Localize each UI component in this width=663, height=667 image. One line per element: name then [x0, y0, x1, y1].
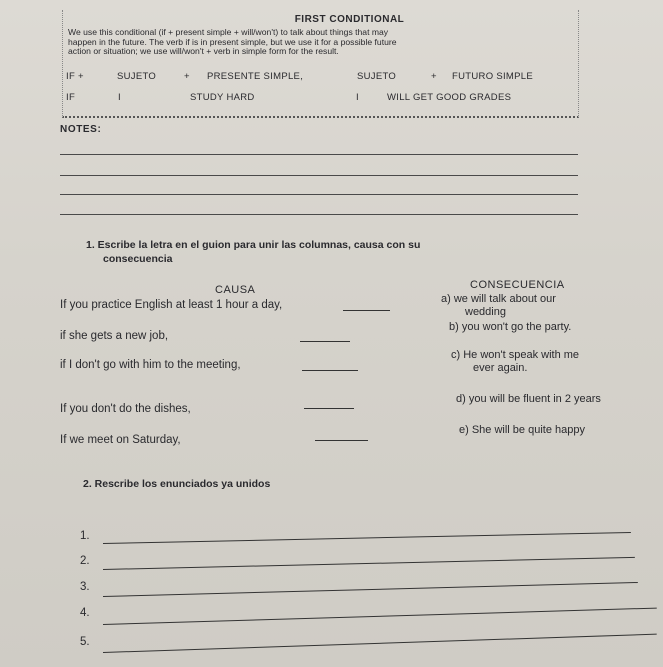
- answer-blank[interactable]: [304, 408, 354, 409]
- consequence-item: d) you will be fluent in 2 years: [456, 393, 601, 405]
- consequence-item: e) She will be quite happy: [459, 424, 585, 436]
- cause-item: If we meet on Saturday,: [60, 434, 181, 446]
- example-study: STUDY HARD: [190, 92, 255, 103]
- answer-number: 2.: [80, 555, 90, 567]
- answer-line[interactable]: [103, 532, 631, 544]
- example-separator: I: [118, 92, 121, 103]
- answer-number: 4.: [80, 607, 90, 619]
- formula-plus-2: +: [431, 71, 437, 82]
- answer-line[interactable]: [103, 582, 638, 597]
- consequence-line: c) He won't speak with me: [451, 349, 580, 361]
- cause-item: if I don't go with him to the meeting,: [60, 359, 241, 371]
- formula-futuro: FUTURO SIMPLE: [452, 71, 533, 82]
- page-title: FIRST CONDITIONAL: [294, 14, 405, 25]
- exercise-1-instruction: 1. Escribe la letra en el guion para unir las columnas, causa con su: [86, 239, 421, 251]
- formula-sujeto: SUJETO: [117, 71, 157, 82]
- example-if: IF: [66, 92, 76, 103]
- answer-blank[interactable]: [300, 341, 350, 342]
- cause-item: if she gets a new job,: [60, 330, 169, 342]
- consecuencia-header: CONSECUENCIA: [470, 279, 565, 291]
- answer-number: 5.: [80, 636, 90, 648]
- answer-blank[interactable]: [302, 370, 358, 371]
- consequence-line: ever again.: [473, 362, 528, 374]
- notes-line[interactable]: [60, 214, 578, 215]
- notes-line[interactable]: [60, 154, 578, 155]
- consequence-item: [451, 349, 579, 375]
- consequence-line: a) we will talk about our: [441, 293, 556, 305]
- formula-plus: +: [184, 71, 190, 82]
- answer-line[interactable]: [103, 634, 657, 653]
- intro-line: action or situation; we use will/won't + verb in simple form for the result.: [68, 46, 339, 57]
- example-will: WILL GET GOOD GRADES: [387, 92, 512, 103]
- intro-text: [68, 28, 568, 57]
- answer-blank[interactable]: [343, 310, 390, 311]
- cause-item: If you don't do the dishes,: [60, 403, 191, 415]
- intro-line: We use this conditional (if + present simple + will/won't) to talk about things that may: [68, 27, 389, 37]
- answer-number: 3.: [80, 581, 90, 593]
- cause-item: If you practice English at least 1 hour a day,: [60, 299, 283, 311]
- formula-if: IF +: [66, 71, 84, 82]
- answer-line[interactable]: [103, 608, 657, 625]
- consequence-item: b) you won't go the party.: [449, 321, 572, 333]
- notes-line[interactable]: [60, 194, 578, 195]
- consequence-item: [441, 293, 556, 319]
- causa-header: CAUSA: [215, 284, 256, 296]
- answer-line[interactable]: [103, 557, 635, 570]
- notes-line[interactable]: [60, 175, 578, 176]
- formula-presente: PRESENTE SIMPLE,: [207, 71, 304, 82]
- consequence-line: wedding: [465, 306, 506, 318]
- exercise-2-instruction: 2. Rescribe los enunciados ya unidos: [83, 478, 271, 490]
- answer-blank[interactable]: [315, 440, 368, 441]
- intro-line: happen in the future. The verb if is in present simple, but we use it for a possible future: [68, 36, 397, 47]
- example-separator: I: [356, 92, 359, 103]
- answer-number: 1.: [80, 530, 90, 542]
- formula-sujeto-2: SUJETO: [357, 71, 397, 82]
- notes-label: NOTES:: [60, 124, 102, 135]
- exercise-1-instruction-cont: consecuencia: [103, 253, 173, 265]
